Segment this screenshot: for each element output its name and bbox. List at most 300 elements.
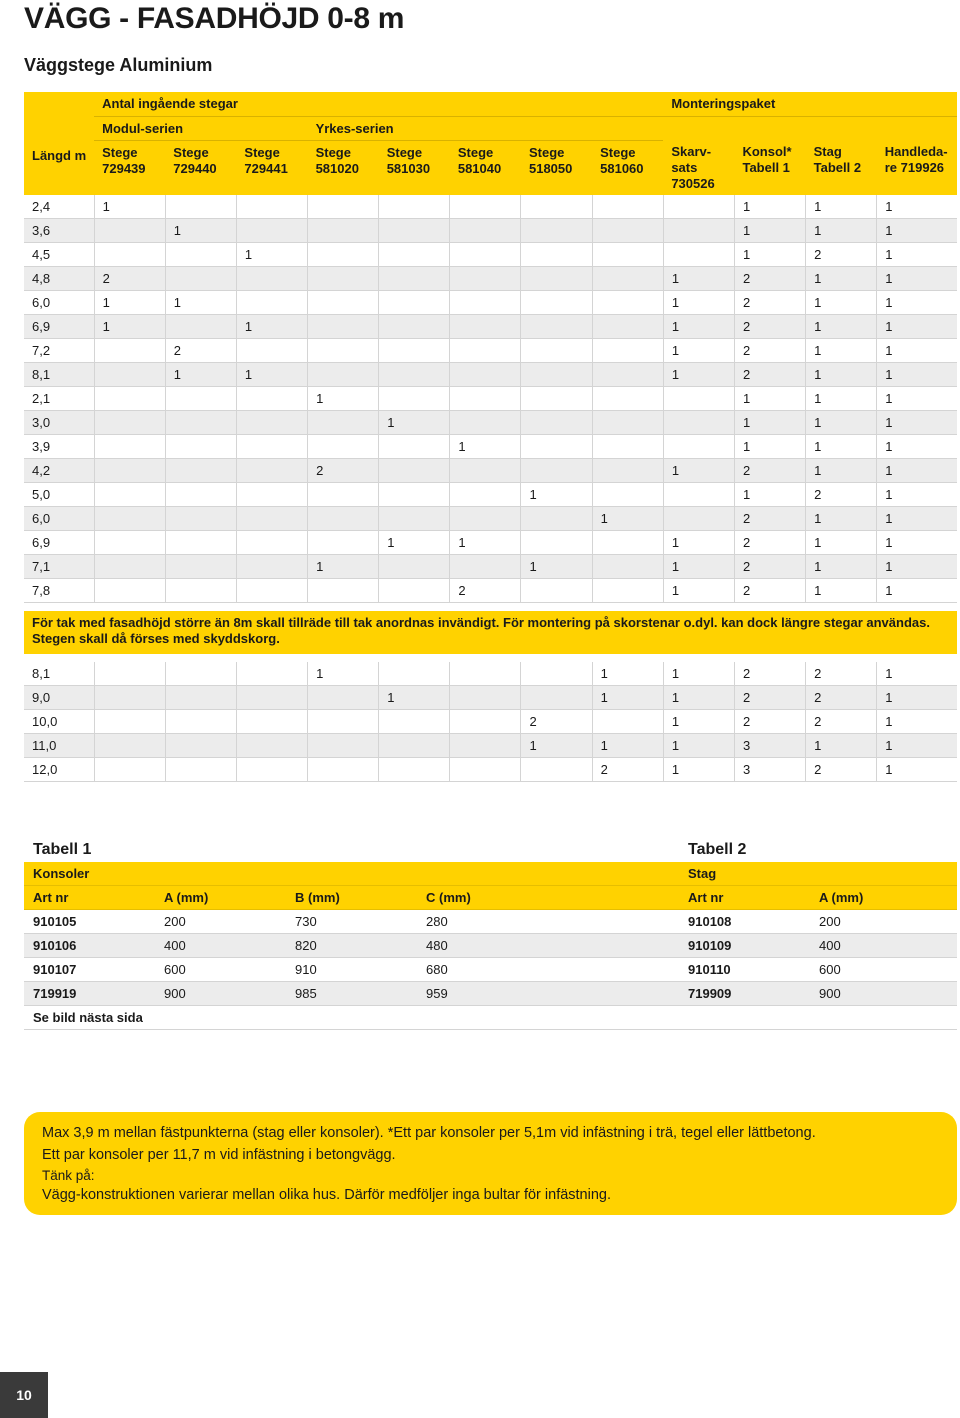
quantity-cell [450,339,521,363]
page-subtitle: Väggstege Aluminium [24,55,213,75]
table-row [24,387,957,411]
column-header: Stege 581020 [308,140,379,195]
quantity-cell [592,339,663,363]
length-cell: 3,6 [24,219,94,243]
quantity-cell [236,267,307,291]
quantity-cell: 1 [734,219,805,243]
quantity-cell [521,579,592,603]
table-row [24,758,957,782]
quantity-cell: 1 [877,758,957,782]
info-line-4: Vägg-konstruktionen varierar mellan olika hus. Därför medföljer inga bultar för infästning. [42,1187,612,1203]
quantity-cell: 2 [734,555,805,579]
table-row [24,315,957,339]
quantity-cell: 1 [806,315,877,339]
quantity-cell [521,662,592,686]
quantity-cell [165,267,236,291]
quantity-cell [308,435,379,459]
quantity-cell: 2 [806,686,877,710]
quantity-cell: 1 [877,555,957,579]
quantity-cell [165,195,236,219]
quantity-cell [94,555,165,579]
quantity-cell [236,219,307,243]
quantity-cell [308,579,379,603]
quantity-cell [236,579,307,603]
stag-art-nr: 910108 [679,910,810,934]
quantity-cell [236,339,307,363]
table-row [24,934,957,958]
quantity-cell: 1 [877,219,957,243]
quantity-cell [450,291,521,315]
quantity-cell [94,387,165,411]
konsol-dimension: 480 [417,934,548,958]
quantity-cell [450,459,521,483]
quantity-cell [236,555,307,579]
info-line-2: Ett par konsoler per 11,7 m vid infästning i betongvägg. [42,1147,396,1163]
konsol-dimension: 600 [155,958,286,982]
quantity-cell: 2 [450,579,521,603]
quantity-cell [379,579,450,603]
table-row [24,195,957,219]
quantity-cell: 1 [94,291,165,315]
quantity-cell: 1 [663,758,734,782]
quantity-cell: 2 [806,758,877,782]
quantity-cell: 1 [806,267,877,291]
quantity-cell [379,734,450,758]
quantity-cell: 1 [734,195,805,219]
table-row [24,910,957,934]
quantity-cell [521,686,592,710]
quantity-cell: 2 [734,363,805,387]
quantity-cell [592,315,663,339]
quantity-cell [450,315,521,339]
quantity-cell: 1 [877,662,957,686]
quantity-cell: 1 [236,363,307,387]
quantity-cell: 2 [521,710,592,734]
quantity-cell [236,291,307,315]
quantity-cell [663,435,734,459]
quantity-cell [379,387,450,411]
konsol-dimension: 985 [286,982,417,1006]
quantity-cell [521,411,592,435]
quantity-cell [236,710,307,734]
quantity-cell [592,411,663,435]
quantity-cell: 1 [165,291,236,315]
quantity-cell [450,734,521,758]
quantity-cell [308,411,379,435]
quantity-cell [379,291,450,315]
quantity-cell [521,435,592,459]
quantity-cell: 1 [663,459,734,483]
quantity-cell [379,267,450,291]
quantity-cell [521,363,592,387]
quantity-cell: 2 [806,710,877,734]
table-row [24,291,957,315]
quantity-cell [165,555,236,579]
tabell1-title: Tabell 1 [24,838,155,862]
table-row [24,982,957,1006]
length-cell: 9,0 [24,686,94,710]
quantity-cell [94,507,165,531]
quantity-cell [379,459,450,483]
table-row [24,734,957,758]
quantity-cell: 1 [165,363,236,387]
quantity-cell [592,291,663,315]
quantity-cell: 1 [734,387,805,411]
table-row [24,243,957,267]
quantity-cell [450,411,521,435]
quantity-cell [592,579,663,603]
quantity-cell: 2 [734,267,805,291]
quantity-cell [379,339,450,363]
quantity-cell [308,315,379,339]
quantity-cell [236,758,307,782]
length-cell: 3,9 [24,435,94,459]
quantity-cell: 1 [663,662,734,686]
quantity-cell [308,507,379,531]
quantity-cell [165,483,236,507]
konsol-dimension: 680 [417,958,548,982]
quantity-cell: 1 [592,662,663,686]
quantity-cell [165,710,236,734]
quantity-cell: 2 [592,758,663,782]
quantity-cell: 2 [734,291,805,315]
quantity-cell [94,243,165,267]
length-cell: 11,0 [24,734,94,758]
quantity-cell: 1 [806,411,877,435]
quantity-cell: 1 [450,435,521,459]
length-cell: 5,0 [24,483,94,507]
quantity-cell: 2 [734,686,805,710]
quantity-cell [236,195,307,219]
konsol-art-nr: 719919 [24,982,155,1006]
quantity-cell [94,363,165,387]
quantity-cell [592,483,663,507]
konsol-dimension: 910 [286,958,417,982]
quantity-cell: 1 [663,339,734,363]
quantity-cell [165,734,236,758]
quantity-cell [521,507,592,531]
quantity-cell: 1 [806,291,877,315]
quantity-cell: 1 [663,291,734,315]
quantity-cell: 1 [877,411,957,435]
quantity-cell [592,243,663,267]
quantity-cell [379,710,450,734]
quantity-cell [165,315,236,339]
quantity-cell [379,507,450,531]
quantity-cell: 1 [308,387,379,411]
length-cell: 7,8 [24,579,94,603]
stag-subtitle: Stag [679,862,810,886]
quantity-cell: 1 [877,531,957,555]
quantity-cell [165,459,236,483]
quantity-cell [379,243,450,267]
quantity-cell: 1 [877,315,957,339]
quantity-cell: 2 [806,662,877,686]
quantity-cell [592,363,663,387]
quantity-cell: 1 [592,507,663,531]
stag-art-nr: 719909 [679,982,810,1006]
quantity-cell: 1 [521,555,592,579]
quantity-cell [521,459,592,483]
quantity-cell: 2 [734,459,805,483]
quantity-cell: 1 [165,219,236,243]
stag-dimension: 200 [810,910,957,934]
table-row [24,579,957,603]
quantity-cell [94,710,165,734]
quantity-cell: 1 [236,243,307,267]
quantity-cell [450,267,521,291]
quantity-cell: 1 [592,686,663,710]
quantity-cell [236,411,307,435]
quantity-cell [592,387,663,411]
quantity-cell: 1 [877,579,957,603]
length-cell: 6,9 [24,315,94,339]
quantity-cell: 1 [663,579,734,603]
table-row [24,363,957,387]
quantity-cell [236,531,307,555]
quantity-cell: 1 [663,531,734,555]
column-header: Stege 581030 [379,140,450,195]
quantity-cell: 2 [806,483,877,507]
quantity-cell [450,710,521,734]
quantity-cell: 1 [379,531,450,555]
quantity-cell [450,758,521,782]
quantity-cell [94,411,165,435]
quantity-cell [165,758,236,782]
konsol-header-c: C (mm) [417,886,548,910]
quantity-cell: 2 [734,315,805,339]
length-header: Längd m [24,92,94,195]
konsol-header-b: B (mm) [286,886,417,910]
quantity-cell: 1 [806,363,877,387]
quantity-cell [308,339,379,363]
quantity-cell [521,758,592,782]
konsol-art-nr: 910107 [24,958,155,982]
quantity-cell: 1 [806,734,877,758]
quantity-cell [521,195,592,219]
quantity-cell [165,243,236,267]
ladder-table [24,92,957,782]
quantity-cell [308,710,379,734]
quantity-cell [663,507,734,531]
quantity-cell: 1 [877,363,957,387]
quantity-cell: 2 [806,243,877,267]
quantity-cell [379,758,450,782]
quantity-cell [165,579,236,603]
quantity-cell [165,507,236,531]
quantity-cell: 1 [663,734,734,758]
quantity-cell: 1 [734,483,805,507]
quantity-cell: 1 [877,710,957,734]
konsoler-subtitle: Konsoler [24,862,155,886]
table-row [24,531,957,555]
konsol-header-art: Art nr [24,886,155,910]
quantity-cell [308,267,379,291]
page-number: 10 [0,1372,48,1418]
stag-dimension: 900 [810,982,957,1006]
group-header: Antal ingående stegar [94,92,663,116]
info-line-1: Max 3,9 m mellan fästpunkterna (stag eller konsoler). *Ett par konsoler per 5,1m vid infästning i trä, tegel eller lättbetong. [42,1125,816,1141]
konsol-dimension: 820 [286,934,417,958]
column-header: Stege 729441 [236,140,307,195]
quantity-cell [663,411,734,435]
quantity-cell [450,387,521,411]
column-header: Stege 729439 [94,140,165,195]
length-cell: 3,0 [24,411,94,435]
quantity-cell: 1 [806,555,877,579]
see-next-page-note: Se bild nästa sida [24,1006,957,1030]
quantity-cell: 1 [806,387,877,411]
quantity-cell [236,459,307,483]
quantity-cell [94,531,165,555]
stag-dimension: 600 [810,958,957,982]
konsol-art-nr: 910105 [24,910,155,934]
quantity-cell [165,435,236,459]
column-header: Skarv-sats 730526 [663,140,734,195]
quantity-cell: 1 [806,219,877,243]
quantity-cell: 2 [94,267,165,291]
quantity-cell [663,219,734,243]
konsol-dimension: 400 [155,934,286,958]
quantity-cell [450,662,521,686]
quantity-cell: 1 [734,435,805,459]
table-row [24,710,957,734]
mounting-header: Monteringspaket [663,92,957,116]
quantity-cell [450,483,521,507]
quantity-cell [379,662,450,686]
length-cell: 6,0 [24,507,94,531]
quantity-cell [379,363,450,387]
quantity-cell [236,387,307,411]
quantity-cell [450,243,521,267]
quantity-cell [165,531,236,555]
quantity-cell: 1 [734,243,805,267]
quantity-cell: 1 [94,315,165,339]
column-header: Konsol* Tabell 1 [734,140,805,195]
quantity-cell: 1 [663,555,734,579]
quantity-cell: 1 [877,267,957,291]
table-row [24,686,957,710]
quantity-cell [94,459,165,483]
quantity-cell [521,339,592,363]
quantity-cell [592,219,663,243]
table-row [24,459,957,483]
stag-art-nr: 910109 [679,934,810,958]
quantity-cell: 1 [806,459,877,483]
column-header: Handleda-re 719926 [877,140,957,195]
quantity-cell: 1 [806,531,877,555]
quantity-cell: 1 [734,411,805,435]
quantity-cell [308,734,379,758]
stag-art-nr: 910110 [679,958,810,982]
quantity-cell [165,387,236,411]
quantity-cell: 2 [308,459,379,483]
quantity-cell [308,219,379,243]
quantity-cell [308,363,379,387]
quantity-cell: 1 [663,710,734,734]
quantity-cell [236,662,307,686]
quantity-cell: 1 [877,339,957,363]
quantity-cell: 1 [877,291,957,315]
quantity-cell: 1 [877,243,957,267]
quantity-cell: 1 [806,339,877,363]
quantity-cell: 2 [734,507,805,531]
length-cell: 8,1 [24,662,94,686]
length-cell: 4,8 [24,267,94,291]
quantity-cell [379,315,450,339]
yrkes-series-header: Yrkes-serien [308,116,664,140]
modul-series-header: Modul-serien [94,116,307,140]
quantity-cell [308,531,379,555]
quantity-cell [663,243,734,267]
quantity-cell [592,531,663,555]
quantity-cell: 1 [379,686,450,710]
quantity-cell [236,435,307,459]
quantity-cell: 1 [877,435,957,459]
quantity-cell [94,734,165,758]
quantity-cell [236,734,307,758]
quantity-cell: 1 [308,555,379,579]
konsol-dimension: 730 [286,910,417,934]
note-row: För tak med fasadhöjd större än 8m skall tillräde till tak anordnas invändigt. För montering på skorstenar o.dyl. kan dock längre stegar användas. Stegen skall då förses med skyddskorg. [24,611,957,654]
quantity-cell [663,483,734,507]
quantity-cell: 1 [806,507,877,531]
konsol-stag-table [24,838,957,1030]
table-row [24,507,957,531]
quantity-cell [236,686,307,710]
konsol-header-a: A (mm) [155,886,286,910]
quantity-cell: 1 [521,483,592,507]
quantity-cell [94,219,165,243]
length-cell: 6,0 [24,291,94,315]
length-cell: 7,1 [24,555,94,579]
quantity-cell: 1 [663,363,734,387]
quantity-cell [94,579,165,603]
length-cell: 10,0 [24,710,94,734]
quantity-cell [165,662,236,686]
quantity-cell [592,459,663,483]
quantity-cell [450,686,521,710]
length-cell: 12,0 [24,758,94,782]
quantity-cell [94,483,165,507]
quantity-cell: 3 [734,734,805,758]
table-row [24,267,957,291]
length-cell: 2,1 [24,387,94,411]
mounting-sub-header [663,116,957,140]
quantity-cell: 1 [877,195,957,219]
quantity-cell: 1 [450,531,521,555]
tabell2-title: Tabell 2 [679,838,810,862]
konsol-dimension: 280 [417,910,548,934]
quantity-cell: 1 [663,686,734,710]
quantity-cell: 3 [734,758,805,782]
quantity-cell [592,555,663,579]
quantity-cell [521,267,592,291]
quantity-cell [308,195,379,219]
table-row [24,339,957,363]
quantity-cell: 1 [663,267,734,291]
quantity-cell [592,195,663,219]
quantity-cell: 1 [877,387,957,411]
stag-header-a: A (mm) [810,886,957,910]
table-row [24,219,957,243]
quantity-cell [94,686,165,710]
quantity-cell [521,291,592,315]
table-row [24,435,957,459]
quantity-cell [450,219,521,243]
quantity-cell [94,339,165,363]
quantity-cell: 2 [734,710,805,734]
